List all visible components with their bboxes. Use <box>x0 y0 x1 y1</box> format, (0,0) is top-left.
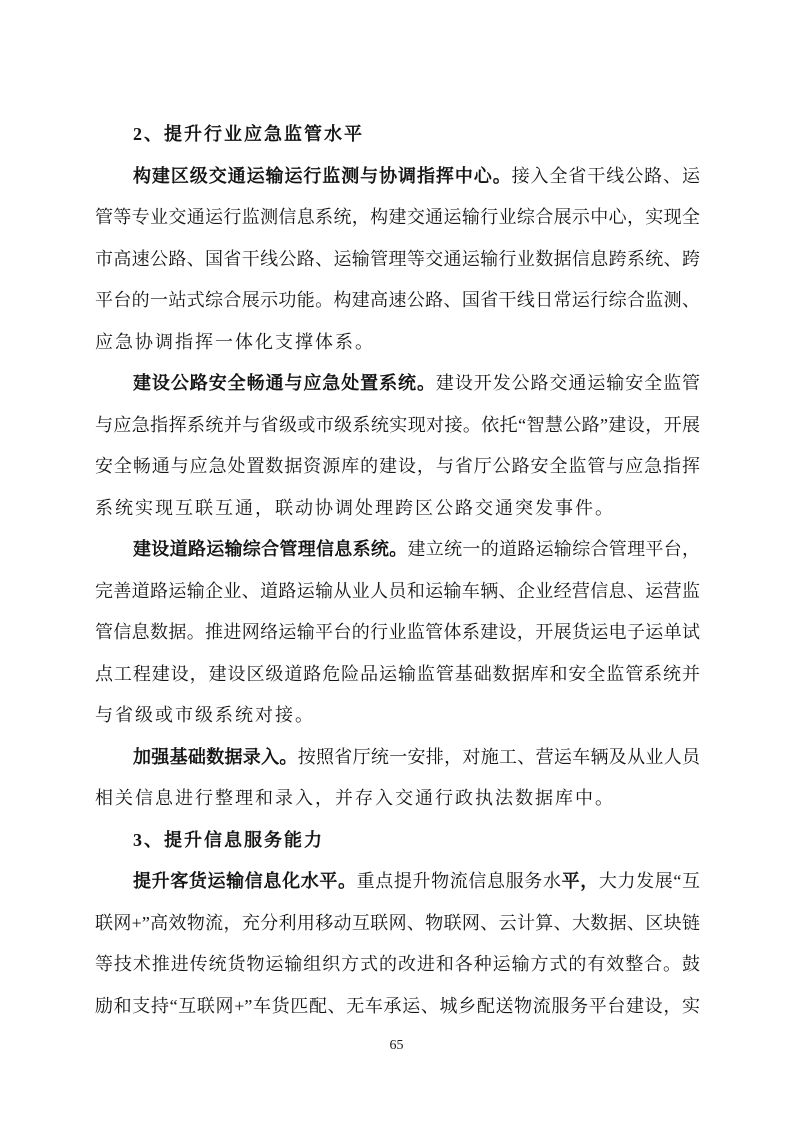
text-line <box>95 280 700 322</box>
text-run: 接入全省干线公路、运 <box>511 165 701 186</box>
text-line <box>95 529 700 571</box>
text-line <box>95 944 700 986</box>
text-run: 等技术推进传统货物运输组织方式的改进和各种运输方式的有效整合。鼓 <box>95 954 700 974</box>
bold-text-run: 平， <box>561 871 599 891</box>
text-run: 管信息数据。推进网络运输平台的行业监管体系建设，开展货运电子运单试 <box>95 622 700 642</box>
bold-text-run: 构建区级交通运输运行监测与协调指挥中心。 <box>133 165 512 186</box>
text-line <box>95 488 700 530</box>
text-run: 相关信息进行整理和录入，并存入交通行政执法数据库中。 <box>95 788 615 808</box>
page-body-text <box>95 114 700 1027</box>
text-run: 励和支持“互联网+”车货匹配、无车承运、城乡配送物流服务平台建设，实 <box>95 995 700 1016</box>
text-run: 平台的一站式综合展示功能。构建高速公路、国省干线日常运行综合监测、 <box>95 290 700 310</box>
text-line <box>95 239 700 281</box>
bold-text-run: 建设道路运输综合管理信息系统。 <box>133 539 408 559</box>
text-run: 与应急指挥系统并与省级或市级系统实现对接。依托“智慧公路”建设，开展 <box>95 414 700 435</box>
text-line <box>95 446 700 488</box>
bold-text-run: 3、提升信息服务能力 <box>133 829 324 850</box>
bold-text-run: 建设公路安全畅通与应急处置系统。 <box>133 373 436 393</box>
text-line <box>95 737 700 779</box>
bold-text-run: 2、提升行业应急监管水平 <box>133 124 364 144</box>
text-line <box>95 695 700 737</box>
page-number: 65 <box>389 1038 404 1053</box>
text-line <box>95 114 700 156</box>
text-run: 联网+”高效物流，充分利用移动互联网、物联网、云计算、大数据、区块链 <box>95 912 700 933</box>
text-line <box>95 363 700 405</box>
text-run: 建设开发公路交通运输安全监管 <box>435 373 701 393</box>
para-strengthen-basic-data-entry <box>95 737 700 820</box>
text-run: 安全畅通与应急处置数据资源库的建设，与省厅公路安全监管与应急指挥 <box>95 456 700 476</box>
text-run: 系统实现互联互通，联动协调处理跨区公路交通突发事件。 <box>95 497 615 518</box>
text-line <box>95 861 700 903</box>
bold-text-run: 提升客货运输信息化水平。 <box>133 871 357 891</box>
text-line <box>95 571 700 613</box>
text-line <box>95 612 700 654</box>
heading-3-information-service-capability <box>95 820 700 862</box>
heading-2-industry-emergency-supervision <box>95 114 700 156</box>
text-line <box>95 156 700 198</box>
text-run: 按照省厅统一安排，对施工、营运车辆及从业人员 <box>297 746 701 767</box>
text-run: 重点提升物流信息服务水 <box>356 871 562 891</box>
text-run: 建立统一的道路运输综合管理平台， <box>407 539 700 559</box>
text-line <box>95 820 700 862</box>
text-line <box>95 197 700 239</box>
text-line <box>95 654 700 696</box>
bold-text-run: 加强基础数据录入。 <box>133 746 298 767</box>
text-run: 点工程建设，建设区级道路危险品运输监管基础数据库和安全监管系统并 <box>95 663 700 684</box>
para-monitoring-coordination-center <box>95 156 700 364</box>
text-line <box>95 778 700 820</box>
text-run: 市高速公路、国省干线公路、运输管理等交通运输行业数据信息跨系统、跨 <box>95 248 700 269</box>
text-line <box>95 405 700 447</box>
text-line <box>95 322 700 364</box>
text-line <box>95 903 700 945</box>
text-run: 完善道路运输企业、道路运输从业人员和运输车辆、企业经营信息、运营监 <box>95 580 700 601</box>
para-road-transport-management-info-system <box>95 529 700 737</box>
text-run: 管等专业交通运行监测信息系统，构建交通运输行业综合展示中心，实现全 <box>95 207 700 227</box>
para-highway-safety-emergency-system <box>95 363 700 529</box>
text-run: 大力发展“互 <box>598 871 701 891</box>
text-run: 与省级或市级系统对接。 <box>95 705 315 725</box>
para-passenger-freight-informatization <box>95 861 700 1027</box>
text-run: 应急协调指挥一体化支撑体系。 <box>95 331 375 352</box>
text-line <box>95 986 700 1028</box>
